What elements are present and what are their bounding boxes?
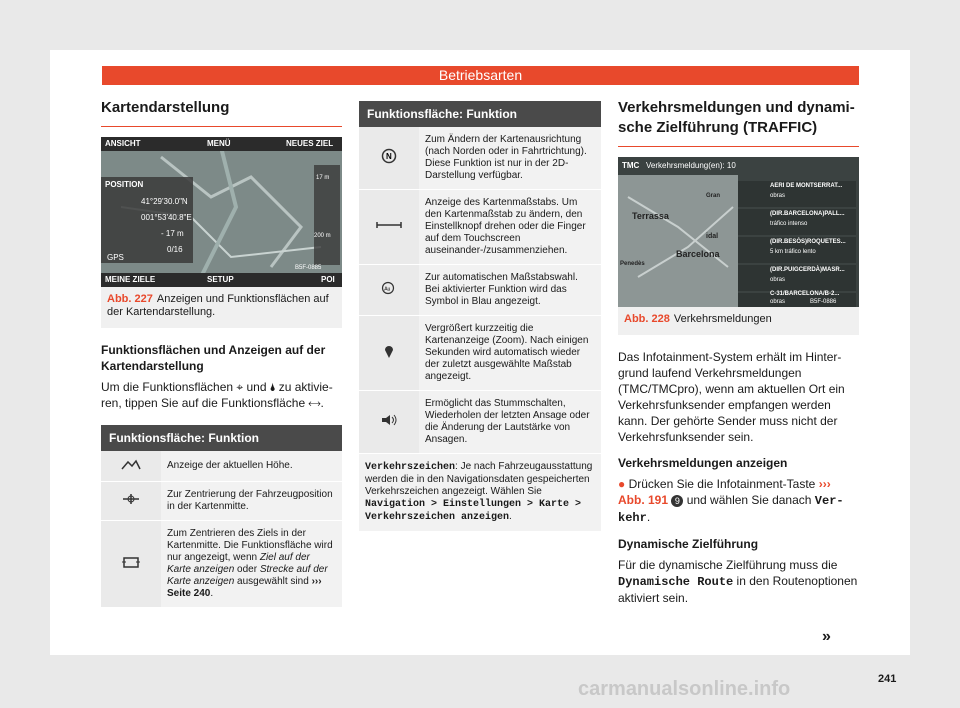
traffic-item-sub: obras: [770, 299, 786, 305]
map-label-terrassa: Terrassa: [632, 211, 669, 221]
watermark: carmanualsonline.info: [578, 678, 791, 700]
map-label-lat: 41°29'30.0"N: [141, 197, 188, 206]
column-3: [618, 98, 859, 606]
traffic-screenshot: [618, 157, 859, 307]
traffic-item-title[interactable]: C-31/BARCELONA/B-2...: [770, 291, 840, 297]
table-row: [101, 521, 342, 608]
page-number: 241: [878, 673, 897, 685]
center-destination-icon: [121, 555, 141, 569]
callout-number: 9: [671, 495, 683, 507]
map-label-gps: GPS: [107, 253, 124, 262]
subheading-dynamisch: Dynamische Zielführung: [618, 537, 759, 551]
table-header: Funktionsfläche: Funktion: [101, 425, 342, 451]
table-cell: Zum Zentrieren des Ziels in der Kartenmitte. Die Funktionsfläche wird nur angezeigt, wenn Ziel auf der Karte anzeigen oder Strecke auf der Karte anzeigen ausgewählt sind ››› Seite 240.: [161, 521, 342, 608]
figure-caption: [624, 313, 853, 326]
note-verkehrszeichen: Verkehrszeichen: Je nach Fahrzeugausstattung werden die in den Navigationsdaten gespeicherten Verkehrszeichen angezeigt. Wählen Sie Navigation > Einstellungen > Karte > Verkehrszeichen anzeigen.: [359, 454, 601, 532]
paragraph-activate: Um die Funktionsflächen ⌖ und 🌢 zu aktivieren, tippen Sie auf die Funktionsfläche ⟷.: [101, 380, 333, 410]
map-label-poi: POI: [321, 275, 335, 284]
traffic-item-sub: obras: [770, 277, 786, 283]
continue-arrow: »: [822, 628, 831, 645]
traffic-item-title[interactable]: (DIR.PUIGCERDÀ)MASR...: [770, 267, 845, 273]
traffic-item-title[interactable]: AERI DE MONTSERRAT...: [770, 183, 843, 189]
table-cell: Zur automatischen Maßstabswahl. Bei aktivierter Funktion wird das Symbol in Blau angezeigt.: [419, 265, 601, 316]
map-label-setup: SETUP: [207, 275, 234, 284]
table-cell: Anzeige des Kartenmaßstabs. Um den Kartenmaßstab zu ändern, den Einstellknopf drehen oder die Finger auf dem Touchscreen auseinander-/zusammenziehen.: [419, 190, 601, 265]
paragraph-dynamic: Für die dynamische Zielführung muss die Dynamische Route in den Routenoptionen aktiviert sein.: [618, 558, 858, 605]
column-2: [359, 101, 601, 532]
figure-caption-text: Anzeigen und Funktionsflächen auf der Kartendarstellung.: [107, 293, 329, 318]
figure-label: Abb. 228: [624, 313, 670, 325]
bullet-instruction: ● Drücken Sie die Infotainment-Taste ››› Abb. 191 9 und wählen Sie danach Verkehr.: [618, 477, 844, 525]
table-cell: Ermöglicht das Stummschalten, Wiederholen der letzten Ansage oder die Änderung der Lautstärke von Ansagen.: [419, 391, 601, 454]
map-label-menu: MENÜ: [207, 139, 231, 148]
figure-code: B5F-0886: [810, 299, 837, 305]
map-label-gran: Gran: [706, 193, 721, 199]
traffic-item-title[interactable]: (DIR.BARCELONA)PALL...: [770, 211, 845, 217]
paragraph-info: Das Infotainment-System erhält im Hintergrund laufend Verkehrsmeldungen (TMC/TMCpro), wenn am aktuellen Ort ein Verkehrsfunksender empfangen werden kann. Der gehörte Sender muss nicht der Verkehrsfunksender sein.: [618, 350, 845, 444]
map-label-sats: 0/16: [167, 245, 183, 254]
traffic-item-sub: obras: [770, 193, 786, 199]
map-label-penedes: Penedès: [620, 261, 645, 267]
traffic-item-sub: tráfico intenso: [770, 221, 808, 227]
heading-traffic: Verkehrsmeldungen und dynamische Zielführung (TRAFFIC): [618, 98, 859, 147]
figure-label: Abb. 227: [107, 293, 153, 305]
figure-caption: [107, 293, 336, 319]
heading-kartendarstellung: Kartendarstellung: [101, 98, 342, 127]
table-row: [101, 451, 342, 482]
map-label-neues-ziel: NEUES ZIEL: [286, 139, 334, 148]
map-label-17m: 17 m: [316, 175, 330, 181]
table-row: [359, 316, 601, 391]
center-position-icon: [121, 493, 141, 505]
map-label-alt: - 17 m: [161, 229, 184, 238]
table-row: [359, 391, 601, 454]
table-row: [359, 190, 601, 265]
function-table-2: [359, 101, 601, 532]
map-label-idal: idal: [706, 233, 719, 240]
traffic-title: Verkehrsmeldung(en): 10: [646, 161, 736, 170]
scale-icon: [376, 221, 402, 229]
table-header: Funktionsfläche: Funktion: [359, 101, 601, 127]
svg-text:Au: Au: [384, 286, 391, 293]
figure-228: [618, 157, 859, 335]
map-label-200m: 200 m: [314, 233, 331, 239]
page: [50, 50, 910, 685]
bullet-icon: ●: [618, 477, 629, 491]
section-header: Betriebsarten: [102, 66, 859, 85]
table-cell: Zum Ändern der Kartenausrichtung (nach Norden oder in Fahrtrichtung). Diese Funktion ist nur in der 2D-Darstellung verfügbar.: [419, 127, 601, 190]
compass-north-icon: [381, 148, 397, 164]
table-cell: Vergrößert kurzzeitig die Kartenanzeige (Zoom). Nach einigen Sekunden wird automatisch wieder der zuletzt ausgewählte Maßstab angezeigt.: [419, 316, 601, 391]
table-row: [359, 127, 601, 190]
table-cell: Zur Zentrierung der Fahrzeugposition in der Kartenmitte.: [161, 482, 342, 521]
subheading-anzeigen: Verkehrsmeldungen anzeigen: [618, 456, 788, 470]
mute-icon: [380, 413, 398, 427]
altitude-icon: [121, 458, 141, 470]
figure-caption-text: Verkehrsmeldungen: [673, 313, 772, 325]
map-screenshot: [101, 137, 342, 287]
table-row: [101, 482, 342, 521]
figure-link[interactable]: ››› Abb. 191: [618, 477, 831, 507]
zoom-pin-icon: [383, 343, 395, 359]
traffic-map-graphic: [618, 157, 859, 307]
page-link[interactable]: ››› Seite 240: [167, 576, 322, 599]
svg-text:N: N: [386, 152, 392, 161]
traffic-item-title[interactable]: (DIR.BESÒS)ROQUETES...: [770, 239, 846, 245]
map-label-position: POSITION: [105, 180, 144, 189]
map-label-barcelona: Barcelona: [676, 249, 720, 259]
map-label-ansicht: ANSICHT: [105, 139, 141, 148]
map-label-code: B5F-0885: [295, 265, 322, 271]
column-1: [101, 98, 342, 608]
map-label-meine-ziele: MEINE ZIELE: [105, 275, 156, 284]
traffic-item-sub: 5 km tráfico lento: [770, 249, 816, 255]
table-cell: Anzeige der aktuellen Höhe.: [161, 451, 342, 482]
figure-227: [101, 137, 342, 328]
auto-zoom-icon: [381, 281, 397, 295]
table-row: [359, 265, 601, 316]
subheading-funktionsflaechen: Funktionsflächen und Anzeigen auf der Kartendarstellung: [101, 343, 326, 373]
map-label-lon: 001°53'40.8"E: [141, 213, 192, 222]
tmc-label: TMC: [622, 161, 640, 170]
table-row: [359, 454, 601, 532]
function-table-1: [101, 425, 342, 608]
